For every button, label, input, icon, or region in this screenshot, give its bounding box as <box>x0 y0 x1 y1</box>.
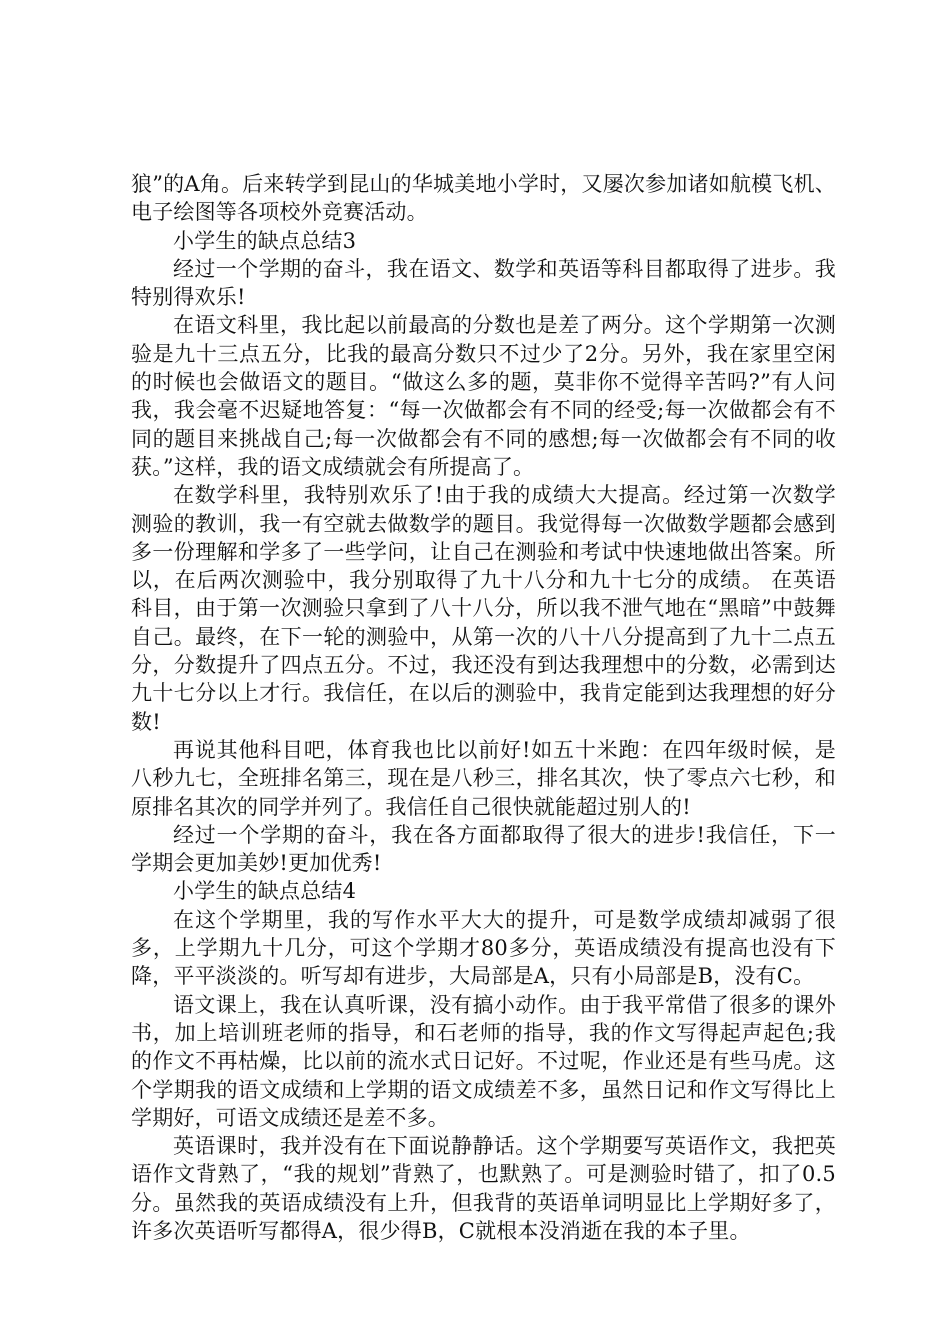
paragraph-other-subjects: 再说其他科目吧，体育我也比以前好!如五十米跑：在四年级时候，是八秒九七，全班排名第三，现在是八秒三，排名其次，快了零点六七秒，和原排名其次的同学并列了。我信任自己很快就能超过别人的! <box>131 737 836 819</box>
paragraph-english-class: 英语课时，我并没有在下面说静静话。这个学期要写英语作文，我把英语作文背熟了，“我的规划”背熟了，也默熟了。可是测验时错了，扣了0.5分。虽然我的英语成绩没有上升，但我背的英语单词明显比上学期好多了，许多次英语听写都得A，很少得B，C就根本没消逝在我的本子里。 <box>131 1134 836 1243</box>
paragraph-continuation: 狼”的A角。后来转学到昆山的华城美地小学时，又屡次参加诸如航模飞机、电子绘图等各项校外竞赛活动。 <box>131 172 836 225</box>
paragraph-intro-3: 经过一个学期的奋斗，我在语文、数学和英语等科目都取得了进步。我特别得欢乐! <box>131 256 836 310</box>
paragraph-chinese-subject: 在语文科里，我比起以前最高的分数也是差了两分。这个学期第一次测验是九十三点五分，比我的最高分数只不过少了2分。另外，我在家里空闲的时候也会做语文的题目。“做这么多的题，莫非你不觉得辛苦吗?”有人问我，我会毫不迟疑地答复：“每一次做都会有不同的经受;每一次做都会有不同的题目来挑战自己;每一次做都会有不同的感想;每一次做都会有不同的收获。”这样，我的语文成绩就会有所提高了。 <box>131 313 836 479</box>
paragraph-math-english: 在数学科里，我特别欢乐了!由于我的成绩大大提高。经过第一次数学测验的教训，我一有空就去做数学的题目。我觉得每一次做数学题都会感到多一份理解和学多了一些学问，让自己在测验和考试中快速地做出答案。所以，在后两次测验中，我分别取得了九十八分和九十七分的成绩。 在英语科目，由于第一次测验只拿到了八十八分，所以我不泄气地在“黑暗”中鼓舞自己。最终，在下一轮的测验中，从第一次的八十八分提高到了九十二点五分，分数提升了四点五分。不过，我还没有到达我理想中的分数，必需到达九十七分以上才行。我信任，在以后的测验中，我肯定能到达我理想的好分数! <box>131 483 836 734</box>
paragraph-chinese-class: 语文课上，我在认真听课，没有搞小动作。由于我平常借了很多的课外书，加上培训班老师的指导，和石老师的指导，我的作文写得起声起色;我的作文不再枯燥，比以前的流水式日记好。不过呢，作业还是有些马虎。这个学期我的语文成绩和上学期的语文成绩差不多，虽然日记和作文写得比上学期好，可语文成绩还是差不多。 <box>131 992 836 1130</box>
paragraph-intro-4: 在这个学期里，我的写作水平大大的提升，可是数学成绩却减弱了很多，上学期九十几分，可这个学期才80多分，英语成绩没有提高也没有下降，平平淡淡的。听写却有进步，大局部是A，只有小局部是B，没有C。 <box>131 907 836 989</box>
section-heading-4: 小学生的缺点总结4 <box>173 879 357 904</box>
document-page <box>131 170 836 1245</box>
paragraph-conclusion-3: 经过一个学期的奋斗，我在各方面都取得了很大的进步!我信任，下一学期会更加美妙!更加优秀! <box>131 822 836 876</box>
section-heading-3: 小学生的缺点总结3 <box>173 228 357 253</box>
